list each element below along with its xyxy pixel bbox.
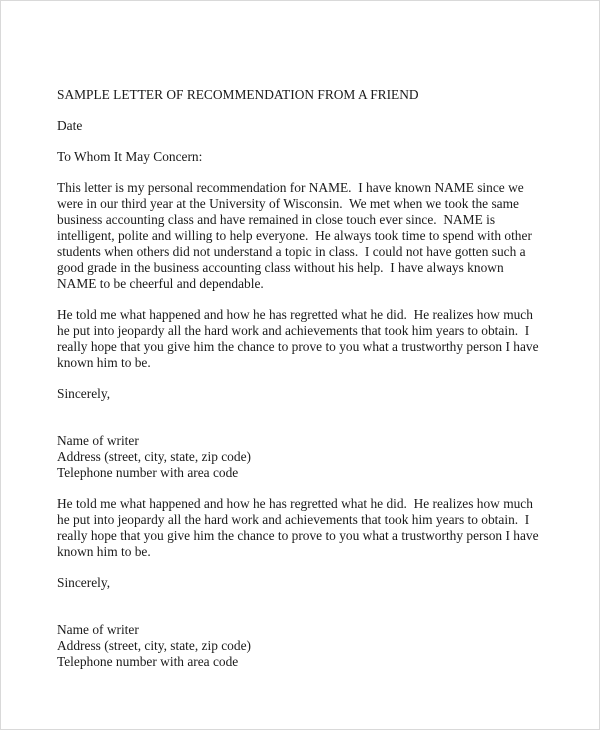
paragraph-line: really hope that you give him the chance to prove to you what a trustworthy person I have bbox=[57, 339, 539, 354]
paragraph-line: He told me what happened and how he has regretted what he did. He realizes how much bbox=[57, 496, 533, 511]
paragraph-line: he put into jeopardy all the hard work and achievements that took him years to obtain. I bbox=[57, 512, 530, 527]
paragraph-line: were in our third year at the University of Wisconsin. We met when we took the same bbox=[57, 196, 519, 211]
writer-name: Name of writer bbox=[57, 622, 139, 637]
paragraph-line: students when others did not understand a topic in class. I could not have gotten such a bbox=[57, 244, 526, 259]
paragraph-line: business accounting class and have remained in close touch ever since. NAME is bbox=[57, 212, 496, 227]
letter-body bbox=[57, 87, 557, 670]
paragraph-regret-repeat bbox=[57, 496, 557, 560]
salutation: To Whom It May Concern: bbox=[57, 149, 203, 164]
paragraph-line: intelligent, polite and willing to help everyone. He always took time to spend with other bbox=[57, 228, 532, 243]
paragraph-line: known him to be. bbox=[57, 355, 151, 370]
paragraph-line: NAME to be cheerful and dependable. bbox=[57, 276, 264, 291]
writer-phone: Telephone number with area code bbox=[57, 465, 239, 480]
closing: Sincerely, bbox=[57, 386, 111, 401]
paragraph-line: he put into jeopardy all the hard work and achievements that took him years to obtain. I bbox=[57, 323, 530, 338]
writer-address: Address (street, city, state, zip code) bbox=[57, 449, 251, 464]
paragraph-regret bbox=[57, 307, 557, 371]
writer-address: Address (street, city, state, zip code) bbox=[57, 638, 251, 653]
letter-title: SAMPLE LETTER OF RECOMMENDATION FROM A FRIEND bbox=[57, 87, 419, 102]
closing: Sincerely, bbox=[57, 575, 111, 590]
writer-name: Name of writer bbox=[57, 433, 139, 448]
paragraph-line: good grade in the business accounting class without his help. I have always known bbox=[57, 260, 504, 275]
paragraph-line: This letter is my personal recommendation for NAME. I have known NAME since we bbox=[57, 180, 524, 195]
paragraph-recommendation bbox=[57, 180, 557, 292]
writer-phone: Telephone number with area code bbox=[57, 654, 239, 669]
signature-block bbox=[57, 622, 557, 670]
signature-block bbox=[57, 433, 557, 481]
date-line: Date bbox=[57, 118, 83, 133]
paragraph-line: He told me what happened and how he has regretted what he did. He realizes how much bbox=[57, 307, 533, 322]
paragraph-line: known him to be. bbox=[57, 544, 151, 559]
paragraph-line: really hope that you give him the chance to prove to you what a trustworthy person I have bbox=[57, 528, 539, 543]
